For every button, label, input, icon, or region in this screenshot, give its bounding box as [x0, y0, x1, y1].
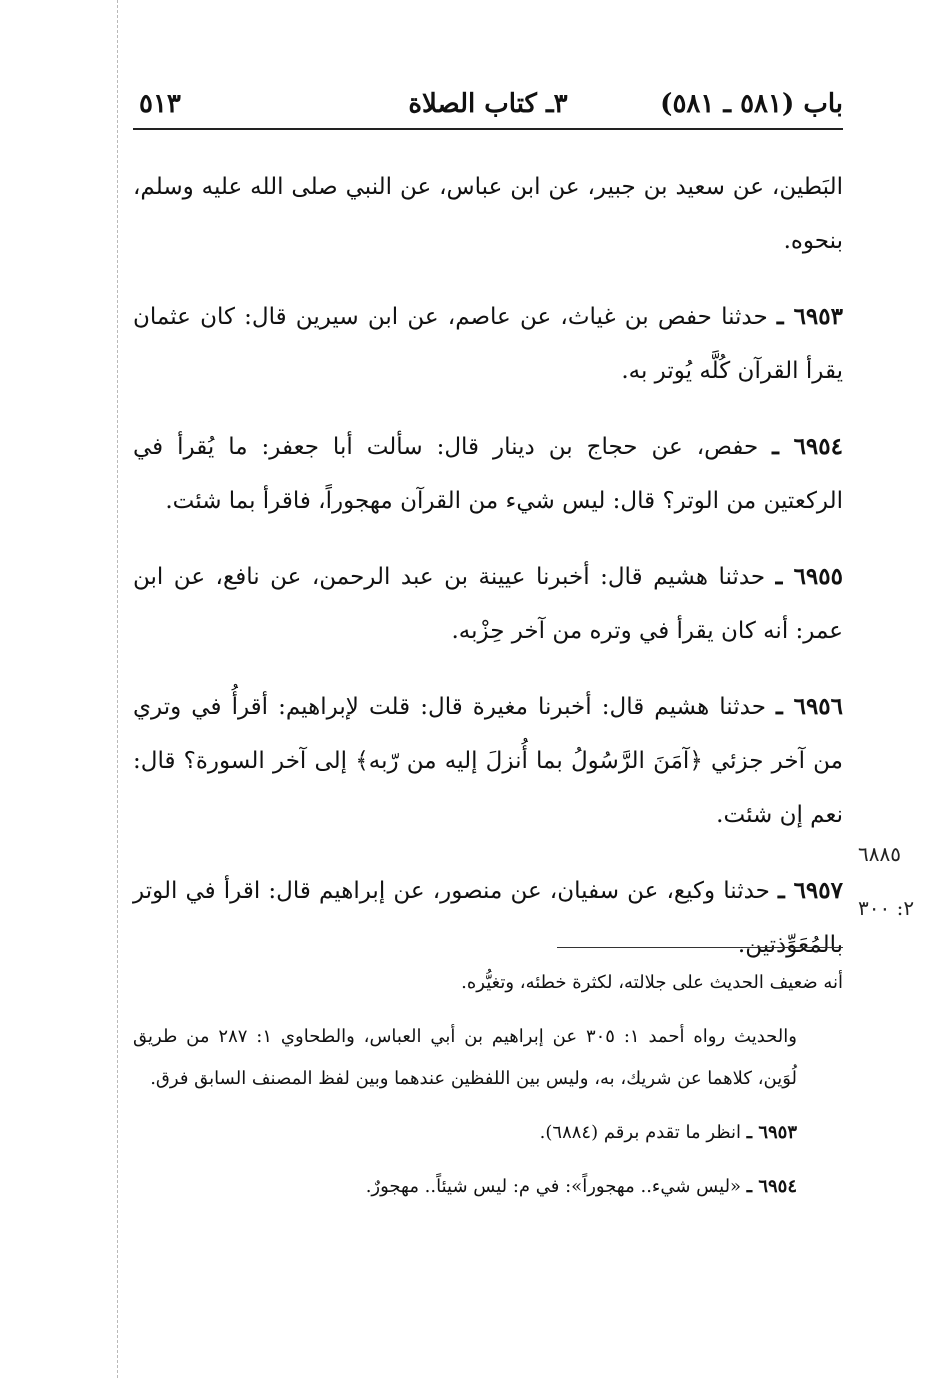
hadith-number: ٦٩٥٦ ـ	[776, 693, 844, 720]
paragraph-text: البَطين، عن سعيد بن جبير، عن ابن عباس، عن النبي صلى الله عليه وسلم، بنحوه.	[133, 174, 843, 254]
paragraph-text: حدثنا هشيم قال: أخبرنا مغيرة قال: قلت لإبراهيم: أقرأُ في وتري من آخر جزئي ﴿آمَنَ الرَّسُولُ بما أُنزلَ إليه من رّبه﴾ إلى آخر السورة؟ قال: نعم إن شئت.	[133, 694, 843, 828]
hadith-6956	[133, 680, 843, 842]
footnote-divider	[557, 947, 843, 948]
chapter-heading: باب (٥٨١ ـ ٥٨١)	[660, 89, 843, 119]
page-number: ٥١٣	[139, 89, 181, 119]
margin-volume-reference: ٢: ٣٠٠	[858, 896, 915, 920]
margin-cross-reference: ٦٨٨٥	[858, 842, 901, 866]
footnote-continuation: أنه ضعيف الحديث على جلالته، لكثرة خطئه، وتغيُّره.	[461, 972, 843, 993]
hadith-number: ٦٩٥٥ ـ	[775, 563, 843, 590]
margin-guide-line	[117, 0, 118, 1378]
hadith-6954	[133, 420, 843, 528]
paragraph-text: حفص، عن حجاج بن دينار قال: سألت أبا جعفر: ما يُقرأ في الركعتين من الوتر؟ قال: ليس شيء من القرآن مهجوراً، فاقرأ بما شئت.	[133, 434, 843, 514]
footnote-6954: ٦٩٥٤ ـ «ليس شيء.. مهجوراً»: في م: ليس شيئاً.. مهجورٌ.	[365, 1176, 797, 1197]
hadith-number: ٦٩٥٣ ـ	[776, 303, 843, 330]
book-title: ٣ـ كتاب الصلاة	[408, 89, 568, 119]
footnote-number: ٦٩٥٣ ـ	[746, 1122, 797, 1143]
paragraph-text: حدثنا وكيع، عن سفيان، عن منصور، عن إبراهيم قال: اقرأ في الوتر بالمُعَوِّذتين.	[133, 878, 843, 958]
footnote-6953: ٦٩٥٣ ـ انظر ما تقدم برقم (٦٨٨٤).	[539, 1122, 797, 1143]
hadith-number: ٦٩٥٤ ـ	[772, 433, 843, 460]
paragraph-text: حدثنا هشيم قال: أخبرنا عيينة بن عبد الرحمن، عن نافع، عن ابن عمر: أنه كان يقرأ في وتره من آخر حِزْبه.	[133, 564, 843, 644]
footnote-number: ٦٩٥٤ ـ	[746, 1176, 797, 1197]
header-divider	[133, 128, 843, 130]
hadith-number: ٦٩٥٧ ـ	[778, 877, 843, 904]
hadith-6953	[133, 290, 843, 398]
paragraph-text: حدثنا حفص بن غياث، عن عاصم، عن ابن سيرين قال: كان عثمان يقرأ القرآن كُلَّه يُوتر به.	[133, 304, 843, 384]
footnotes	[133, 962, 843, 1220]
paragraph-continuation	[133, 160, 843, 268]
running-header	[133, 84, 843, 124]
hadith-6957	[133, 864, 843, 972]
hadith-6955	[133, 550, 843, 658]
main-text	[133, 160, 843, 994]
footnote-paragraph: والحديث رواه أحمد ١: ٣٠٥ عن إبراهيم بن أبي العباس، والطحاوي ١: ٢٨٧ من طريق لُوَين، كلاهما عن شريك، به، وليس بين اللفظين عندهما وبين لفظ المصنف السابق فرق.	[133, 1026, 797, 1089]
